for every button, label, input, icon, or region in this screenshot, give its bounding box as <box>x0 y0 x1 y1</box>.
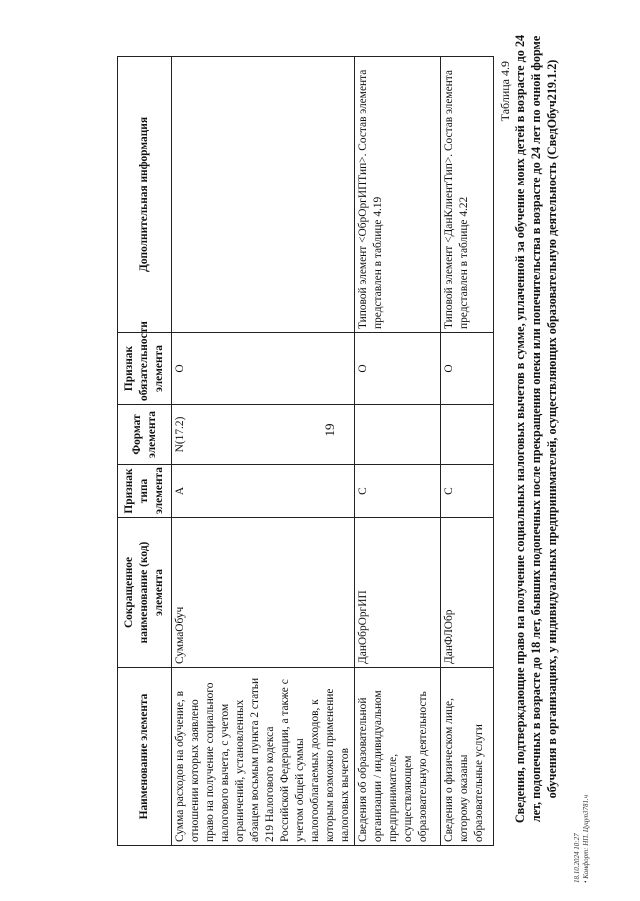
cell-element-type: С <box>441 465 494 518</box>
header-additional-info: Дополнительная информация <box>118 57 172 333</box>
cell-element-required: О <box>172 333 355 405</box>
cell-element-code: ДанФЛОбр <box>441 518 494 668</box>
table-number-label: Таблица 4.9 <box>498 61 512 122</box>
section-heading: Сведения, подтверждающие право на получение социальных налоговых вычетов в сумме, уплаченной за обучение моих детей в возрасте до 24 лет, подопечных в возрасте до 18 лет, бывших подопечных после прекращения опеки или попечительства в возрасте до 24 лет по очной форме обучения в организациях, у индивидуальных предпринимателей, осуществляющих образовательную деятельность (СведОбуч219.1.2) <box>513 34 559 824</box>
cell-element-name: Сведения об образовательной организации / индивидуальном предпринимателе, осуществляющем образовательную деятельность <box>355 668 441 846</box>
cell-element-code: ДанОбрОргИП <box>355 518 441 668</box>
header-element-type: Признак типа элемента <box>118 465 172 518</box>
header-element-format: Формат элемента <box>118 405 172 465</box>
stamp-signer: • Комфорт: НП. Цуцуп3781.ч <box>582 794 590 883</box>
cell-element-required: О <box>355 333 441 405</box>
cell-element-type: А <box>172 465 355 518</box>
cell-element-format <box>355 405 441 465</box>
cell-element-required: О <box>441 333 494 405</box>
cell-additional-info: Типовой элемент <ОбрОргИПТип>. Состав элемента представлен в таблице 4.19 <box>355 57 441 333</box>
table-row <box>441 57 494 846</box>
cell-additional-info <box>172 57 355 333</box>
header-element-name: Наименование элемента <box>118 668 172 846</box>
table-row <box>172 57 355 846</box>
cell-element-name: Сумма расходов на обучение, в отношении которых заявлено право на получение социального налогового вычета, с учетом ограничений, установленных абзацем восьмым пункта 2 статьи 219 Налогового кодекса Российской Федерации, а также с учетом общей суммы налогооблагаемых доходов, к которым возможно применение налоговых вычетов <box>172 668 355 846</box>
cell-element-type: С <box>355 465 441 518</box>
cell-element-name: Сведения о физическом лице, которому оказаны образовательные услуги <box>441 668 494 846</box>
electronic-stamp <box>573 743 591 883</box>
header-element-required: Признак обязательности элемента <box>118 333 172 405</box>
cell-additional-info: Типовой элемент <ДанКлиентТип>. Состав элемента представлен в таблице 4.22 <box>441 57 494 333</box>
page-number: 19 <box>322 423 337 437</box>
cell-element-code: СуммаОбуч <box>172 518 355 668</box>
cell-element-format <box>441 405 494 465</box>
header-element-code: Сокращенное наименование (код) элемента <box>118 518 172 668</box>
cell-element-format: N(17.2) <box>172 405 355 465</box>
table-row <box>355 57 441 846</box>
stamp-date: 18.10.2024 10:27 <box>573 833 581 883</box>
rotated-page-content <box>0 19 635 889</box>
element-spec-table <box>117 56 494 846</box>
table-header-row <box>118 57 172 846</box>
